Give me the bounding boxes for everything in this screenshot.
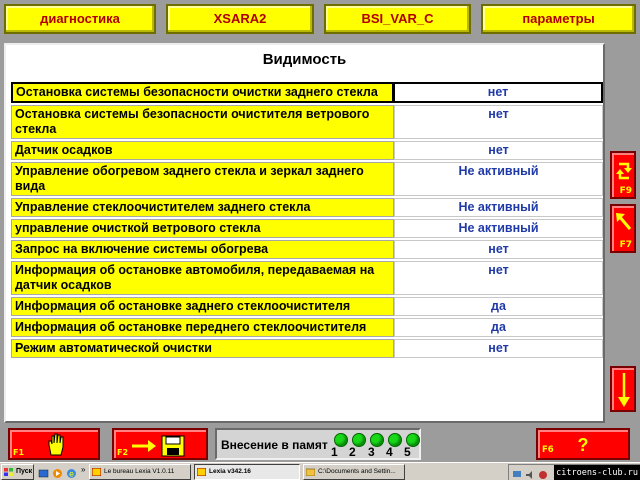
- folder-icon: [306, 468, 315, 476]
- table-row[interactable]: [11, 318, 603, 337]
- status-text: Внесение в памят: [221, 438, 328, 452]
- help-label: ?: [577, 435, 589, 455]
- windows-logo-icon: [4, 468, 13, 476]
- start-button[interactable]: [1, 464, 34, 480]
- taskbar: [0, 462, 640, 480]
- step-number: 1: [331, 445, 338, 459]
- param-label: Режим автоматической очистки: [11, 339, 394, 358]
- param-value: нет: [394, 240, 603, 259]
- more-chevron-icon[interactable]: »: [81, 465, 86, 474]
- watermark-text: citroens-club.ru: [554, 465, 640, 480]
- param-value: нет: [394, 261, 603, 295]
- tab-label: XSARA2: [213, 11, 267, 26]
- table-row[interactable]: [11, 82, 603, 103]
- help-button-f6[interactable]: [536, 428, 630, 460]
- tab-parameters[interactable]: [481, 4, 636, 34]
- taskbar-button-label: C:\Documents and Settin...: [318, 468, 396, 475]
- desktop-icon[interactable]: [38, 466, 49, 477]
- param-value: Не активный: [394, 198, 603, 217]
- svg-text:e: e: [69, 469, 74, 479]
- select-button-f7[interactable]: [610, 204, 636, 253]
- lexia-app-icon: [197, 468, 206, 476]
- param-label: Датчик осадков: [11, 141, 394, 160]
- tray-app-icon[interactable]: [538, 467, 549, 478]
- param-label: Запрос на включение системы обогрева: [11, 240, 394, 259]
- exit-button-f1[interactable]: [8, 428, 100, 460]
- param-label: Управление стеклоочистителем заднего стекла: [11, 198, 394, 217]
- table-row[interactable]: [11, 219, 603, 238]
- parameters-panel: [4, 43, 605, 423]
- key-label: F2: [117, 448, 129, 457]
- param-value: нет: [394, 82, 603, 103]
- taskbar-button-explorer[interactable]: [303, 464, 405, 480]
- parameters-table: [11, 80, 603, 360]
- table-row[interactable]: [11, 339, 603, 358]
- arrow-down-icon: [615, 371, 633, 409]
- taskbar-button-lexia-bureau[interactable]: [89, 464, 191, 480]
- browser-icon[interactable]: [66, 466, 77, 477]
- tab-ecu[interactable]: [324, 4, 471, 34]
- param-label: Управление обогревом заднего стекла и зеркал заднего вида: [11, 162, 394, 196]
- table-row[interactable]: [11, 198, 603, 217]
- refresh-arrows-icon: [615, 159, 633, 183]
- step-number: 2: [349, 445, 356, 459]
- key-label: F9: [619, 186, 632, 196]
- save-to-disk-icon: [130, 434, 190, 458]
- param-value: нет: [394, 141, 603, 160]
- tab-vehicle[interactable]: [166, 4, 314, 34]
- system-tray: [508, 464, 640, 480]
- param-value: Не активный: [394, 219, 603, 238]
- param-value: нет: [394, 339, 603, 358]
- key-label: F6: [542, 445, 554, 455]
- taskbar-button-lexia[interactable]: [194, 464, 300, 480]
- tab-label: диагностика: [40, 11, 120, 26]
- taskbar-button-label: Le bureau Lexia V1.0.11: [104, 468, 175, 475]
- param-label: Информация об остановке переднего стеклоочистителя: [11, 318, 394, 337]
- status-panel: [215, 428, 421, 460]
- table-row[interactable]: [11, 261, 603, 295]
- taskbar-button-label: Lexia v342.16: [209, 468, 251, 475]
- table-row[interactable]: [11, 297, 603, 316]
- table-row[interactable]: [11, 105, 603, 139]
- table-row[interactable]: [11, 162, 603, 196]
- step-number: 4: [386, 445, 393, 459]
- param-label: Остановка системы безопасности очистки заднего стекла: [11, 82, 394, 103]
- key-label: F7: [619, 240, 632, 250]
- tray-speaker-icon[interactable]: [525, 467, 536, 478]
- tray-network-icon[interactable]: [512, 467, 523, 478]
- tab-label: BSI_VAR_C: [361, 11, 434, 26]
- param-value: да: [394, 297, 603, 316]
- param-value: Не активный: [394, 162, 603, 196]
- refresh-button-f9[interactable]: [610, 151, 636, 199]
- panel-title: Видимость: [262, 51, 347, 68]
- scroll-down-button[interactable]: [610, 366, 636, 412]
- param-label: Информация об остановке заднего стеклоочистителя: [11, 297, 394, 316]
- start-label: Пуск: [16, 468, 33, 475]
- tab-label: параметры: [522, 11, 595, 26]
- save-button-f2[interactable]: [112, 428, 208, 460]
- param-label: управление очисткой ветрового стекла: [11, 219, 394, 238]
- param-label: Остановка системы безопасности очистителя ветрового стекла: [11, 105, 394, 139]
- table-row[interactable]: [11, 141, 603, 160]
- lexia-app-icon: [92, 468, 101, 476]
- step-number: 3: [368, 445, 375, 459]
- table-row[interactable]: [11, 240, 603, 259]
- media-player-icon[interactable]: [52, 466, 63, 477]
- tab-diagnostics[interactable]: [4, 4, 156, 34]
- step-number: 5: [404, 445, 411, 459]
- diagonal-arrow-icon: [615, 212, 633, 234]
- key-label: F1: [13, 448, 25, 457]
- param-label: Информация об остановке автомобиля, передаваемая на датчик осадков: [11, 261, 394, 295]
- hand-stop-icon: [46, 433, 68, 457]
- param-value: да: [394, 318, 603, 337]
- param-value: нет: [394, 105, 603, 139]
